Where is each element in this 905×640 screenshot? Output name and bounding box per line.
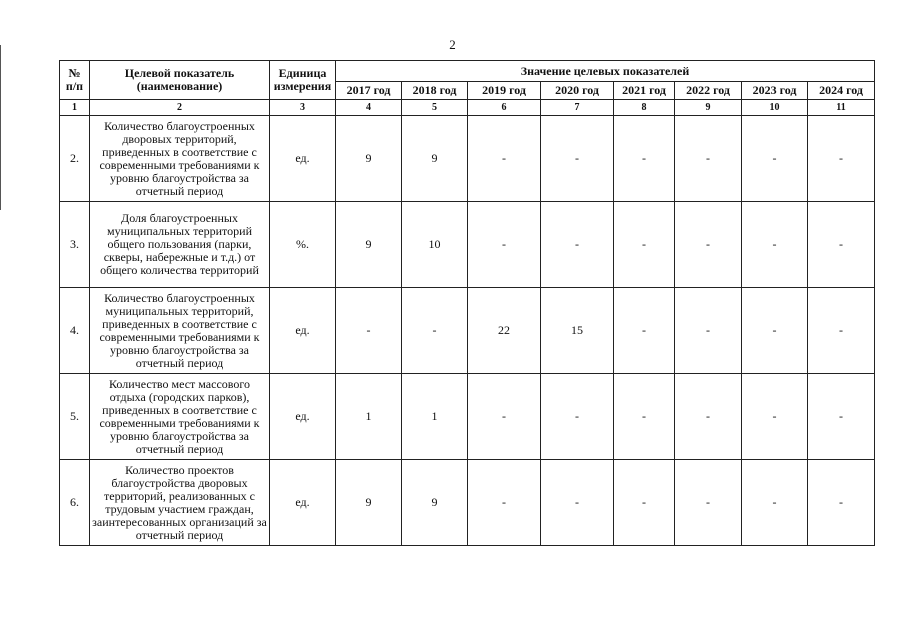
value-cell: - [614, 116, 675, 202]
column-number-cell: 3 [270, 100, 336, 116]
indicator-name: Количество благоустроенных дворовых территорий, приведенных в соответствие с современными требованиями к уровню благоустройства за отчетный период [90, 116, 270, 202]
column-number-cell: 5 [402, 100, 468, 116]
value-cell: 15 [541, 288, 614, 374]
unit-cell: ед. [270, 374, 336, 460]
unit-cell: ед. [270, 288, 336, 374]
column-number-cell: 8 [614, 100, 675, 116]
value-cell: - [614, 288, 675, 374]
column-number-cell: 7 [541, 100, 614, 116]
value-cell: 1 [336, 374, 402, 460]
column-number-cell: 6 [468, 100, 541, 116]
header-indicator: Целевой показатель (наименование) [90, 61, 270, 100]
value-cell: 9 [336, 460, 402, 546]
value-cell: - [336, 288, 402, 374]
header-year: 2021 год [614, 82, 675, 100]
unit-cell: %. [270, 202, 336, 288]
header-year: 2024 год [808, 82, 875, 100]
header-year: 2019 год [468, 82, 541, 100]
header-values-group: Значение целевых показателей [336, 61, 875, 82]
unit-cell: ед. [270, 460, 336, 546]
value-cell: - [808, 202, 875, 288]
table-row [60, 288, 875, 374]
header-row-main [60, 61, 875, 82]
value-cell: - [675, 374, 742, 460]
header-year: 2018 год [402, 82, 468, 100]
value-cell: - [808, 288, 875, 374]
header-year: 2017 год [336, 82, 402, 100]
row-number: 2. [60, 116, 90, 202]
value-cell: - [541, 374, 614, 460]
value-cell: - [468, 374, 541, 460]
row-number: 3. [60, 202, 90, 288]
value-cell: - [541, 202, 614, 288]
target-indicators-table [59, 60, 875, 546]
value-cell: - [808, 460, 875, 546]
value-cell: 9 [402, 116, 468, 202]
value-cell: 10 [402, 202, 468, 288]
column-number-cell: 2 [90, 100, 270, 116]
column-number-cell: 1 [60, 100, 90, 116]
unit-cell: ед. [270, 116, 336, 202]
row-number: 5. [60, 374, 90, 460]
value-cell: 9 [402, 460, 468, 546]
table-row [60, 116, 875, 202]
value-cell: - [742, 288, 808, 374]
value-cell: - [541, 116, 614, 202]
indicator-name: Количество благоустроенных муниципальных территорий, приведенных в соответствие с современными требованиями к уровню благоустройства за отчетный период [90, 288, 270, 374]
value-cell: 22 [468, 288, 541, 374]
table-row [60, 374, 875, 460]
value-cell: - [468, 202, 541, 288]
column-number-cell: 10 [742, 100, 808, 116]
value-cell: - [742, 374, 808, 460]
column-numbers-row [60, 100, 875, 116]
value-cell: - [468, 116, 541, 202]
value-cell: 1 [402, 374, 468, 460]
table-row [60, 460, 875, 546]
value-cell: - [742, 116, 808, 202]
value-cell: - [808, 374, 875, 460]
column-number-cell: 9 [675, 100, 742, 116]
value-cell: - [614, 374, 675, 460]
value-cell: - [742, 202, 808, 288]
indicator-name: Количество проектов благоустройства дворовых территорий, реализованных с трудовым участием граждан, заинтересованных организаций за отчетный период [90, 460, 270, 546]
indicator-name: Доля благоустроенных муниципальных территорий общего пользования (парки, скверы, набережные и т.д.) от общего количества территорий [90, 202, 270, 288]
value-cell: - [808, 116, 875, 202]
header-unit: Единица измерения [270, 61, 336, 100]
value-cell: - [614, 202, 675, 288]
value-cell: - [742, 460, 808, 546]
value-cell: 9 [336, 202, 402, 288]
column-number-cell: 11 [808, 100, 875, 116]
value-cell: - [614, 460, 675, 546]
value-cell: - [541, 460, 614, 546]
indicator-name: Количество мест массового отдыха (городских парков), приведенных в соответствие с современными требованиями к уровню благоустройства за отчетный период [90, 374, 270, 460]
page-number: 2 [449, 37, 456, 52]
value-cell: - [675, 202, 742, 288]
header-year: 2022 год [675, 82, 742, 100]
value-cell: 9 [336, 116, 402, 202]
left-margin-rule [0, 45, 1, 210]
table-row [60, 202, 875, 288]
value-cell: - [675, 288, 742, 374]
row-number: 6. [60, 460, 90, 546]
row-number: 4. [60, 288, 90, 374]
header-year: 2020 год [541, 82, 614, 100]
value-cell: - [402, 288, 468, 374]
value-cell: - [675, 116, 742, 202]
header-year: 2023 год [742, 82, 808, 100]
header-num: № п/п [60, 61, 90, 100]
column-number-cell: 4 [336, 100, 402, 116]
value-cell: - [468, 460, 541, 546]
value-cell: - [675, 460, 742, 546]
